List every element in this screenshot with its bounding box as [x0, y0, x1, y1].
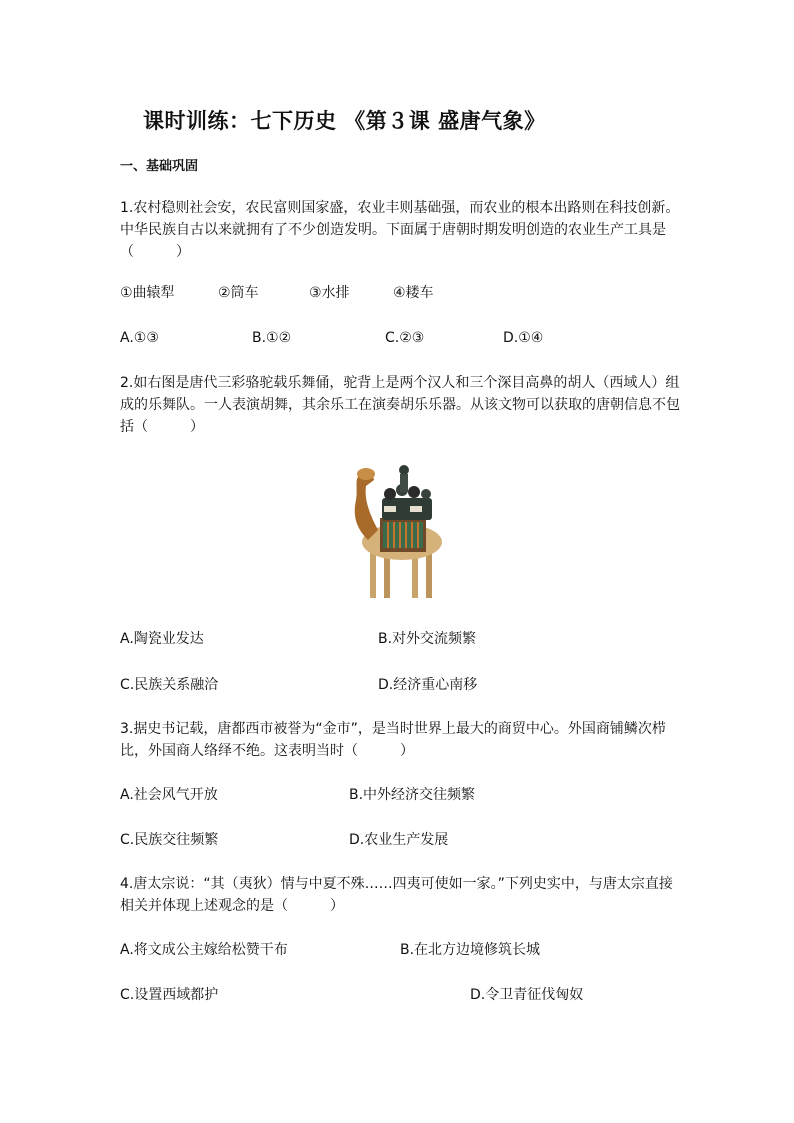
section-heading: 一、基础巩固	[120, 159, 199, 174]
question-4-text: 4.唐太宗说：“其（夷狄）情与中夏不殊……四夷可使如一家。”下列史实中，与唐太宗直接相关并体现上述观念的是（ ）	[120, 876, 673, 914]
question-1	[120, 197, 680, 263]
question-2	[120, 372, 680, 438]
q1-item-2: ②筒车	[218, 285, 259, 301]
q1-option-a: A.①③	[120, 330, 159, 346]
q4-option-a: A.将文成公主嫁给松赞干布	[120, 942, 288, 958]
q1-option-b: B.①②	[252, 330, 292, 346]
q1-item-3: ③水排	[309, 285, 350, 301]
q1-item-1: ①曲辕犁	[120, 285, 175, 301]
q2-option-b: B.对外交流频繁	[378, 631, 477, 647]
question-4	[120, 873, 680, 917]
question-2-text: 2.如右图是唐代三彩骆驼载乐舞俑，驼背上是两个汉人和三个深目高鼻的胡人（西域人）组成的乐舞队。一人表演胡舞，其余乐工在演奏胡乐乐器。从该文物可以获取的唐朝信息不包括（ ）	[120, 375, 680, 435]
q2-option-c: C.民族关系融洽	[120, 677, 219, 693]
q1-item-4: ④耧车	[393, 285, 434, 301]
question-3	[120, 718, 680, 762]
page-title: 课时训练：七下历史 《第３课 盛唐气象》	[143, 109, 546, 133]
q3-option-d: D.农业生产发展	[349, 832, 449, 848]
q2-option-a: A.陶瓷业发达	[120, 631, 204, 647]
q1-option-d: D.①④	[503, 330, 544, 346]
q3-option-c: C.民族交往频繁	[120, 832, 219, 848]
question-1-text: 1.农村稳则社会安，农民富则国家盛，农业丰则基础强，而农业的根本出路则在科技创新。中华民族自古以来就拥有了不少创造发明。下面属于唐朝时期发明创造的农业生产工具是（ ）	[120, 200, 680, 260]
tang-sancai-camel-figurine-image	[340, 460, 450, 600]
q2-option-d: D.经济重心南移	[378, 677, 478, 693]
q3-option-a: A.社会风气开放	[120, 787, 218, 803]
q1-option-c: C.②③	[385, 330, 425, 346]
q4-option-b: B.在北方边境修筑长城	[400, 942, 541, 958]
q4-option-c: C.设置西域都护	[120, 987, 219, 1003]
q3-option-b: B.中外经济交往频繁	[349, 787, 476, 803]
q4-option-d: D.令卫青征伐匈奴	[470, 987, 584, 1003]
question-3-text: 3.据史书记载，唐都西市被誉为“金市”，是当时世界上最大的商贸中心。外国商铺鳞次栉比，外国商人络绎不绝。这表明当时（ ）	[120, 721, 666, 759]
